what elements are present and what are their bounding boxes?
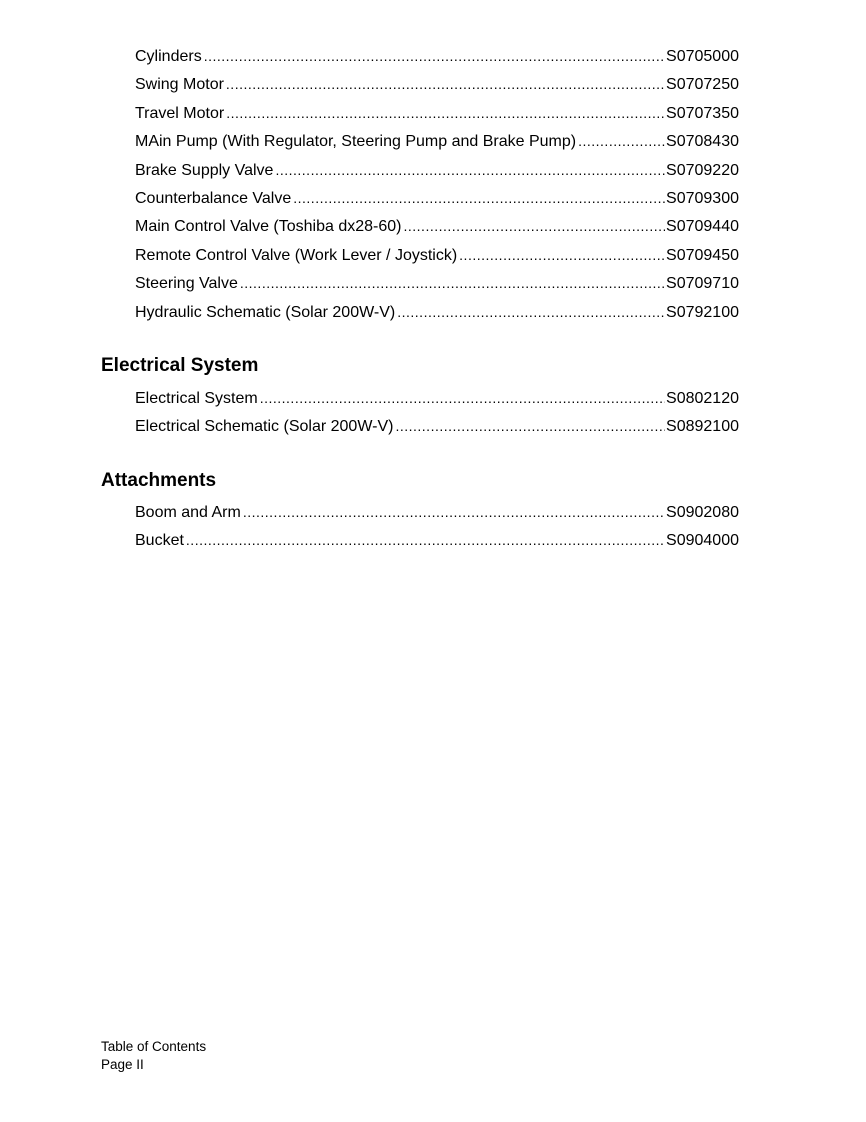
toc-leader-dots bbox=[293, 184, 665, 212]
electrical-toc-list bbox=[135, 384, 739, 441]
toc-entry-code: S0902080 bbox=[666, 504, 739, 521]
footer-page-number: Page II bbox=[101, 1057, 144, 1072]
toc-entry bbox=[135, 412, 739, 440]
toc-leader-dots bbox=[459, 241, 665, 269]
toc-leader-dots bbox=[240, 269, 665, 297]
toc-entry-code: S0802120 bbox=[666, 390, 739, 407]
toc-entry-title: Swing Motor bbox=[135, 76, 224, 94]
toc-entry-code: S0705000 bbox=[666, 48, 739, 65]
toc-entry-title: Boom and Arm bbox=[135, 504, 241, 521]
toc-entry bbox=[135, 156, 739, 184]
toc-leader-dots bbox=[226, 99, 665, 127]
toc-entry bbox=[135, 99, 739, 127]
toc-entry-title: Bucket bbox=[135, 532, 184, 550]
toc-entry-code: S0708430 bbox=[666, 133, 739, 151]
toc-entry-code: S0792100 bbox=[666, 303, 739, 321]
toc-entry-title: Counterbalance Valve bbox=[135, 189, 292, 207]
toc-entry bbox=[135, 241, 739, 269]
toc-entry bbox=[135, 526, 739, 554]
toc-entry bbox=[135, 184, 739, 212]
toc-leader-dots bbox=[404, 212, 666, 240]
toc-leader-dots bbox=[397, 298, 665, 326]
toc-entry-code: S0709300 bbox=[666, 189, 739, 207]
attachments-toc-list bbox=[135, 498, 739, 555]
toc-leader-dots bbox=[186, 526, 665, 554]
toc-entry bbox=[135, 42, 739, 70]
toc-entry-title: Main Control Valve (Toshiba dx28-60) bbox=[135, 218, 402, 236]
page-footer bbox=[101, 1038, 206, 1074]
toc-entry-code: S0707350 bbox=[666, 104, 739, 122]
toc-entry-title: Cylinders bbox=[135, 48, 202, 65]
toc-entry-code: S0709710 bbox=[666, 275, 739, 293]
toc-entry-title: Remote Control Valve (Work Lever / Joystick) bbox=[135, 246, 458, 264]
toc-entry-code: S0904000 bbox=[666, 532, 739, 550]
toc-entry bbox=[135, 269, 739, 297]
toc-entry-title: Brake Supply Valve bbox=[135, 161, 274, 179]
toc-leader-dots bbox=[243, 498, 665, 526]
toc-entry-code: S0892100 bbox=[666, 418, 739, 436]
hydraulic-toc-list bbox=[135, 42, 739, 326]
section-heading-electrical: Electrical System bbox=[101, 355, 259, 376]
toc-leader-dots bbox=[226, 70, 665, 98]
section-heading-attachments: Attachments bbox=[101, 470, 217, 491]
toc-leader-dots bbox=[578, 127, 665, 155]
toc-entry-code: S0709450 bbox=[666, 246, 739, 264]
toc-entry bbox=[135, 212, 739, 240]
toc-entry-code: S0707250 bbox=[666, 76, 739, 94]
toc-entry bbox=[135, 70, 739, 98]
toc-entry bbox=[135, 298, 739, 326]
toc-entry-code: S0709220 bbox=[666, 161, 739, 179]
toc-entry bbox=[135, 498, 739, 526]
toc-entry bbox=[135, 384, 739, 412]
toc-entry-code: S0709440 bbox=[666, 218, 739, 236]
toc-leader-dots bbox=[275, 156, 665, 184]
toc-leader-dots bbox=[395, 412, 665, 440]
toc-entry bbox=[135, 127, 739, 155]
toc-entry-title: MAin Pump (With Regulator, Steering Pump and Brake Pump) bbox=[135, 133, 577, 151]
toc-leader-dots bbox=[204, 42, 665, 70]
footer-document-title: Table of Contents bbox=[101, 1039, 207, 1054]
toc-entry-title: Steering Valve bbox=[135, 275, 238, 293]
toc-entry-title: Travel Motor bbox=[135, 104, 225, 122]
toc-entry-title: Electrical Schematic (Solar 200W-V) bbox=[135, 418, 394, 436]
toc-entry-title: Hydraulic Schematic (Solar 200W-V) bbox=[135, 303, 396, 321]
toc-leader-dots bbox=[260, 384, 665, 412]
toc-entry-title: Electrical System bbox=[135, 390, 258, 407]
